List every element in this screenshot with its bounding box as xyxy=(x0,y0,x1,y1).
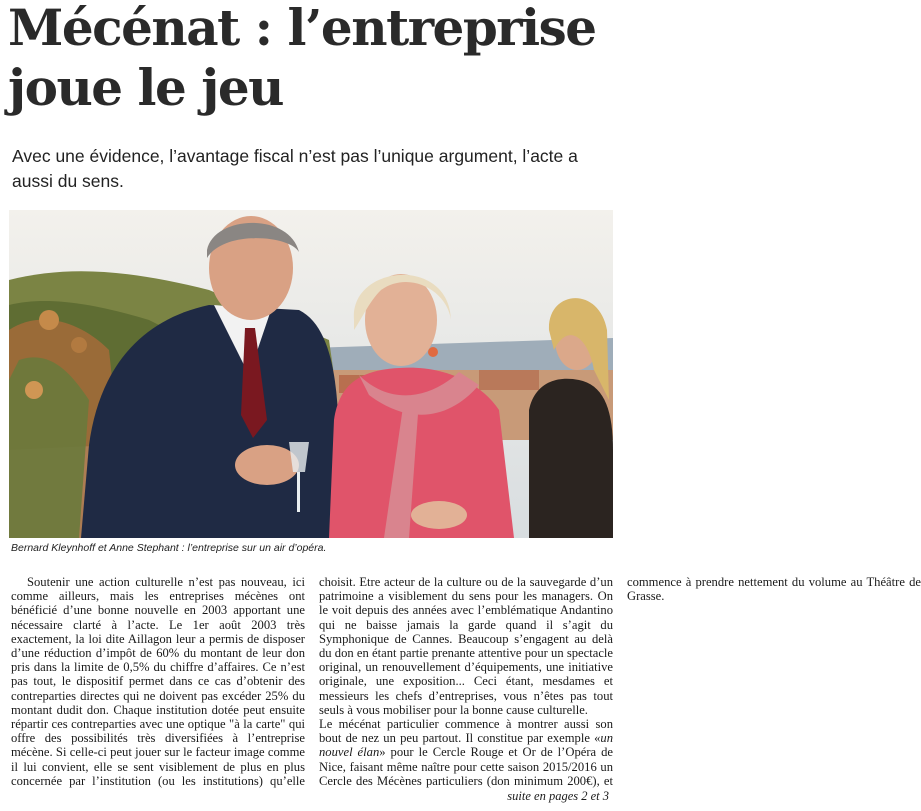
standfirst: Avec une évidence, l’avantage fiscal n’est pas l’unique argument, l’acte a aussi du sens. xyxy=(12,146,578,191)
earring xyxy=(428,347,438,357)
woman-hand xyxy=(411,501,467,529)
body-paragraph-1: Soutenir une action culturelle n’est pas nouveau, ici comme ailleurs, mais les entreprises mécènes ont bénéficié d’une bonne nouvelle en 2003 apportant une nécessaire clarté à l’acte. Le 1er août 2003 très exactement, la loi dite Aillagon leur a permis de disposer d’une réduction d’impôt de 60% du montant de leur don pris dans la limite de 0,5% du chiffre d’affaires. Ce n’est pas tout, le dispositif permet dans ce cas d’obtenir des contreparties directes qui ne doivent pas excéder 25% du montant dudit don. Chaque institution dotée peut ensuite répartir ces contreparties avec une optique "à la carte" qui offre des possibilités très diversifiées à l’entreprise mécène. Si celle-ci peut jouer sur le facteur image comme il lui convient, elle se sent visiblement de plus en plus concernée par l’institution (ou les institutions) qu’elle choisit. Etre acteur de la culture ou de la sauvegarde d’un patrimoine a visiblement du sens pour les managers. On le voit depuis des années avec l’emblématique Andantino qui ne baisse jamais la garde quand il s’agit du Symphonique de Cannes. Beaucoup s’engagent au delà du don en étant partie prenante attentive pour un spectacle original, un renouvellement d’équipements, une initiative originale, une exposition... Ceci étant, mesdames et messieurs les chefs d’entreprises, vous n’êtes pas tout seuls à vous mobiliser pour la bonne cause culturelle. xyxy=(11,575,613,788)
photo-caption: Bernard Kleynhoff et Anne Stephant : l’entreprise sur un air d’opéra. xyxy=(11,542,327,554)
man-hand xyxy=(235,445,299,485)
headline: Mécénat : l’entreprise joue le jeu xyxy=(8,0,596,117)
article-body xyxy=(11,575,921,789)
photo-illustration xyxy=(9,210,613,538)
body-emphasis: un nouvel élan xyxy=(319,731,613,760)
article-photo xyxy=(9,210,613,538)
bystander-dress xyxy=(529,379,613,538)
continued-on-pages: suite en pages 2 et 3 xyxy=(507,789,609,803)
body-paragraph-2-start: Le mécénat particulier commence à montrer aussi son bout de nez un peu partout. Il constitue par exemple « xyxy=(319,717,613,746)
body-paragraph-2-end: » pour le Cercle Rouge et Or de l’Opéra de Nice, faisant même naître pour cette saison 2015/2016 un Cercle des Mécènes particuliers (don minimum 200€), et commence à prendre nettement du volume au Théâtre de Grasse. xyxy=(319,575,921,788)
